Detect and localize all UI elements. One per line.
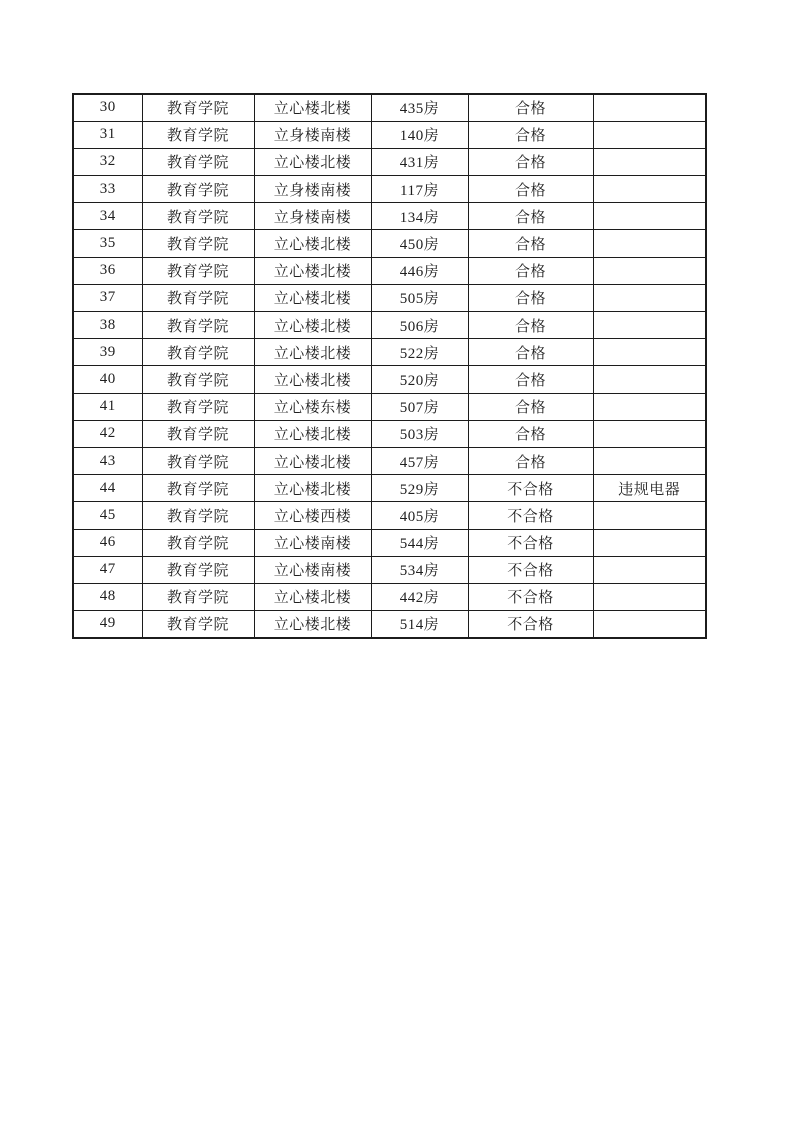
result-cell: 合格 bbox=[468, 447, 593, 474]
college-cell: 教育学院 bbox=[142, 502, 254, 529]
inspection-table-body bbox=[73, 94, 706, 638]
result-cell: 合格 bbox=[468, 203, 593, 230]
row-number-cell: 30 bbox=[73, 94, 142, 121]
building-cell: 立心楼北楼 bbox=[254, 366, 371, 393]
building-cell: 立心楼北楼 bbox=[254, 420, 371, 447]
result-cell: 不合格 bbox=[468, 529, 593, 556]
college-cell: 教育学院 bbox=[142, 230, 254, 257]
result-cell: 合格 bbox=[468, 257, 593, 284]
building-cell: 立心楼南楼 bbox=[254, 529, 371, 556]
room-cell: 457房 bbox=[371, 447, 468, 474]
table-row bbox=[73, 475, 706, 502]
table-row bbox=[73, 366, 706, 393]
result-cell: 合格 bbox=[468, 148, 593, 175]
table-row bbox=[73, 502, 706, 529]
college-cell: 教育学院 bbox=[142, 420, 254, 447]
college-cell: 教育学院 bbox=[142, 529, 254, 556]
result-cell: 合格 bbox=[468, 121, 593, 148]
building-cell: 立心楼北楼 bbox=[254, 339, 371, 366]
table-row bbox=[73, 230, 706, 257]
note-cell bbox=[593, 312, 706, 339]
college-cell: 教育学院 bbox=[142, 583, 254, 610]
building-cell: 立心楼北楼 bbox=[254, 94, 371, 121]
building-cell: 立身楼南楼 bbox=[254, 203, 371, 230]
college-cell: 教育学院 bbox=[142, 176, 254, 203]
note-cell bbox=[593, 121, 706, 148]
building-cell: 立心楼北楼 bbox=[254, 148, 371, 175]
note-cell bbox=[593, 366, 706, 393]
building-cell: 立心楼西楼 bbox=[254, 502, 371, 529]
note-cell bbox=[593, 94, 706, 121]
result-cell: 合格 bbox=[468, 230, 593, 257]
row-number-cell: 41 bbox=[73, 393, 142, 420]
row-number-cell: 46 bbox=[73, 529, 142, 556]
room-cell: 117房 bbox=[371, 176, 468, 203]
college-cell: 教育学院 bbox=[142, 447, 254, 474]
college-cell: 教育学院 bbox=[142, 121, 254, 148]
note-cell bbox=[593, 502, 706, 529]
table-row bbox=[73, 312, 706, 339]
result-cell: 不合格 bbox=[468, 583, 593, 610]
room-cell: 534房 bbox=[371, 556, 468, 583]
college-cell: 教育学院 bbox=[142, 94, 254, 121]
result-cell: 合格 bbox=[468, 339, 593, 366]
room-cell: 506房 bbox=[371, 312, 468, 339]
result-cell: 不合格 bbox=[468, 475, 593, 502]
building-cell: 立心楼北楼 bbox=[254, 475, 371, 502]
building-cell: 立心楼北楼 bbox=[254, 447, 371, 474]
room-cell: 442房 bbox=[371, 583, 468, 610]
room-cell: 435房 bbox=[371, 94, 468, 121]
result-cell: 合格 bbox=[468, 420, 593, 447]
room-cell: 134房 bbox=[371, 203, 468, 230]
result-cell: 合格 bbox=[468, 366, 593, 393]
table-row bbox=[73, 148, 706, 175]
note-cell bbox=[593, 529, 706, 556]
row-number-cell: 37 bbox=[73, 284, 142, 311]
table-row bbox=[73, 611, 706, 638]
row-number-cell: 35 bbox=[73, 230, 142, 257]
table-row bbox=[73, 556, 706, 583]
note-cell bbox=[593, 583, 706, 610]
college-cell: 教育学院 bbox=[142, 556, 254, 583]
table-row bbox=[73, 284, 706, 311]
row-number-cell: 42 bbox=[73, 420, 142, 447]
note-cell bbox=[593, 339, 706, 366]
row-number-cell: 48 bbox=[73, 583, 142, 610]
college-cell: 教育学院 bbox=[142, 393, 254, 420]
college-cell: 教育学院 bbox=[142, 366, 254, 393]
room-cell: 505房 bbox=[371, 284, 468, 311]
note-cell: 违规电器 bbox=[593, 475, 706, 502]
row-number-cell: 31 bbox=[73, 121, 142, 148]
college-cell: 教育学院 bbox=[142, 257, 254, 284]
table-row bbox=[73, 121, 706, 148]
row-number-cell: 34 bbox=[73, 203, 142, 230]
row-number-cell: 43 bbox=[73, 447, 142, 474]
table-row bbox=[73, 447, 706, 474]
result-cell: 合格 bbox=[468, 176, 593, 203]
table-row bbox=[73, 257, 706, 284]
building-cell: 立心楼北楼 bbox=[254, 312, 371, 339]
room-cell: 450房 bbox=[371, 230, 468, 257]
result-cell: 不合格 bbox=[468, 502, 593, 529]
note-cell bbox=[593, 447, 706, 474]
building-cell: 立心楼北楼 bbox=[254, 583, 371, 610]
note-cell bbox=[593, 148, 706, 175]
table-row bbox=[73, 583, 706, 610]
result-cell: 不合格 bbox=[468, 556, 593, 583]
room-cell: 431房 bbox=[371, 148, 468, 175]
college-cell: 教育学院 bbox=[142, 284, 254, 311]
college-cell: 教育学院 bbox=[142, 148, 254, 175]
building-cell: 立心楼北楼 bbox=[254, 611, 371, 638]
building-cell: 立心楼北楼 bbox=[254, 284, 371, 311]
result-cell: 合格 bbox=[468, 393, 593, 420]
result-cell: 合格 bbox=[468, 312, 593, 339]
table-row bbox=[73, 529, 706, 556]
room-cell: 140房 bbox=[371, 121, 468, 148]
building-cell: 立身楼南楼 bbox=[254, 121, 371, 148]
college-cell: 教育学院 bbox=[142, 203, 254, 230]
table-row bbox=[73, 393, 706, 420]
college-cell: 教育学院 bbox=[142, 339, 254, 366]
row-number-cell: 32 bbox=[73, 148, 142, 175]
room-cell: 503房 bbox=[371, 420, 468, 447]
row-number-cell: 38 bbox=[73, 312, 142, 339]
inspection-table bbox=[72, 93, 707, 639]
row-number-cell: 40 bbox=[73, 366, 142, 393]
row-number-cell: 33 bbox=[73, 176, 142, 203]
table-row bbox=[73, 203, 706, 230]
table-row bbox=[73, 420, 706, 447]
table-row bbox=[73, 339, 706, 366]
building-cell: 立心楼东楼 bbox=[254, 393, 371, 420]
note-cell bbox=[593, 393, 706, 420]
room-cell: 405房 bbox=[371, 502, 468, 529]
row-number-cell: 45 bbox=[73, 502, 142, 529]
room-cell: 520房 bbox=[371, 366, 468, 393]
result-cell: 合格 bbox=[468, 284, 593, 311]
building-cell: 立心楼南楼 bbox=[254, 556, 371, 583]
building-cell: 立心楼北楼 bbox=[254, 257, 371, 284]
note-cell bbox=[593, 556, 706, 583]
row-number-cell: 44 bbox=[73, 475, 142, 502]
row-number-cell: 49 bbox=[73, 611, 142, 638]
note-cell bbox=[593, 420, 706, 447]
college-cell: 教育学院 bbox=[142, 611, 254, 638]
room-cell: 522房 bbox=[371, 339, 468, 366]
result-cell: 不合格 bbox=[468, 611, 593, 638]
room-cell: 544房 bbox=[371, 529, 468, 556]
result-cell: 合格 bbox=[468, 94, 593, 121]
building-cell: 立身楼南楼 bbox=[254, 176, 371, 203]
note-cell bbox=[593, 176, 706, 203]
table-row bbox=[73, 176, 706, 203]
note-cell bbox=[593, 203, 706, 230]
note-cell bbox=[593, 230, 706, 257]
room-cell: 529房 bbox=[371, 475, 468, 502]
building-cell: 立心楼北楼 bbox=[254, 230, 371, 257]
college-cell: 教育学院 bbox=[142, 475, 254, 502]
room-cell: 507房 bbox=[371, 393, 468, 420]
row-number-cell: 39 bbox=[73, 339, 142, 366]
note-cell bbox=[593, 611, 706, 638]
room-cell: 514房 bbox=[371, 611, 468, 638]
college-cell: 教育学院 bbox=[142, 312, 254, 339]
row-number-cell: 47 bbox=[73, 556, 142, 583]
row-number-cell: 36 bbox=[73, 257, 142, 284]
note-cell bbox=[593, 284, 706, 311]
note-cell bbox=[593, 257, 706, 284]
table-row bbox=[73, 94, 706, 121]
room-cell: 446房 bbox=[371, 257, 468, 284]
